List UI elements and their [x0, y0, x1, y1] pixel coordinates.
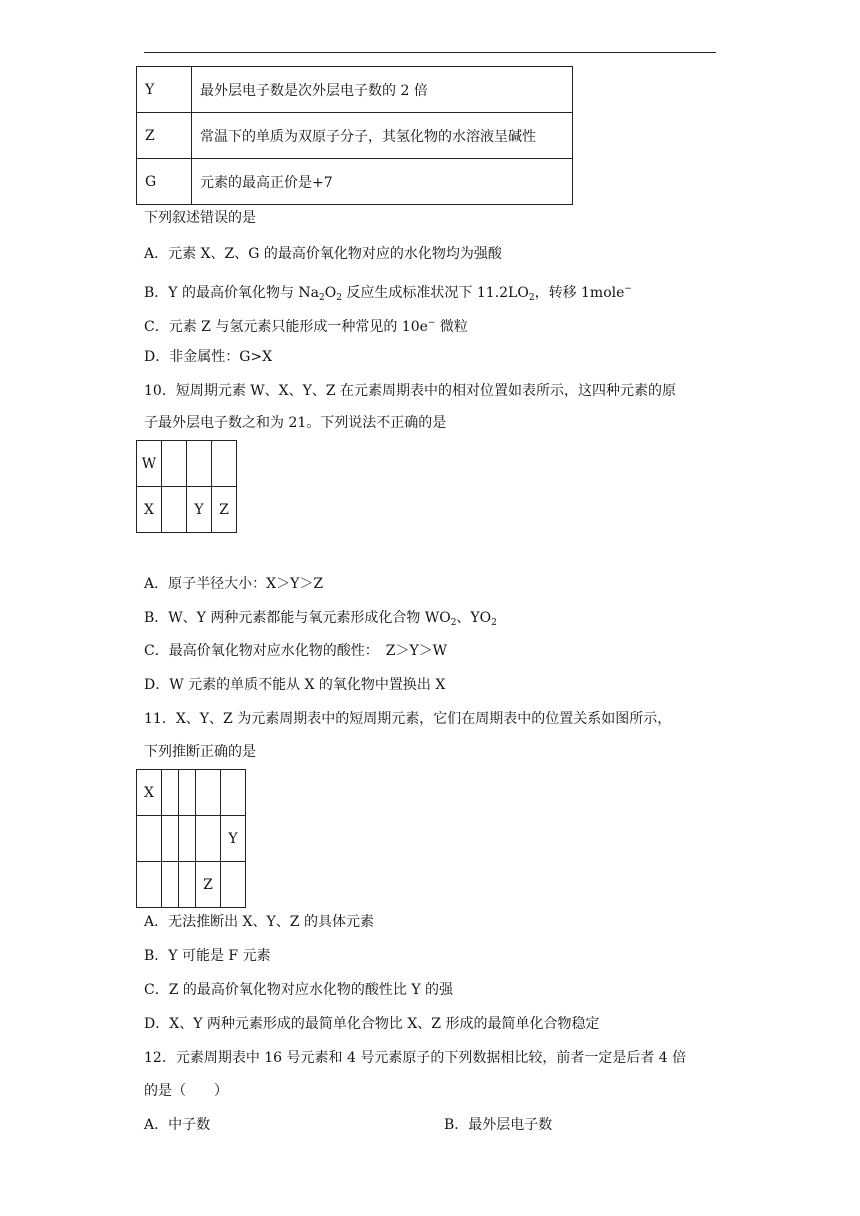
q10-stem-line1: 10．短周期元素 W、X、Y、Z 在元素周期表中的相对位置如表所示，这四种元素的原 — [144, 383, 677, 399]
grid-cell: Y — [221, 816, 246, 862]
q10-option-a: A．原子半径大小：X＞Y＞Z — [144, 576, 324, 592]
table-cell-key: Z — [137, 113, 192, 159]
grid-cell — [137, 816, 162, 862]
q10-option-b: B．W、Y 两种元素都能与氧元素形成化合物 $WO_2$、$YO_2$ — [144, 610, 497, 628]
grid-cell — [162, 487, 187, 533]
grid-cell — [187, 441, 212, 487]
grid-row — [137, 862, 246, 908]
grid-cell — [196, 770, 221, 816]
table-cell-value: 最外层电子数是次外层电子数的 2 倍 — [192, 67, 573, 113]
q12-stem-line1: 12．元素周期表中 16 号元素和 4 号元素原子的下列数据相比较，前者一定是后者 4 倍 — [144, 1050, 687, 1066]
q11-option-d: D．X、Y 两种元素形成的最简单化合物比 X、Z 形成的最简单化合物稳定 — [144, 1016, 600, 1032]
q11-stem-line1: 11．X、Y、Z 为元素周期表中的短周期元素，它们在周期表中的位置关系如图所示， — [144, 711, 672, 727]
q9-option-b: B．Y 的最高价氧化物与 $Na_2O_2$ 反应生成标准状况下 $11.2LO_2$，转移 1mole− — [144, 284, 632, 303]
grid-cell: Z — [212, 487, 237, 533]
grid-cell — [196, 816, 221, 862]
grid-cell — [162, 770, 179, 816]
table-row — [137, 67, 573, 113]
element-info-table — [136, 66, 573, 205]
grid-cell — [179, 862, 196, 908]
grid-cell: Z — [196, 862, 221, 908]
q10-periodic-grid — [136, 440, 237, 533]
q12-stem-line2: 的是（ ） — [144, 1083, 228, 1099]
grid-row — [137, 770, 246, 816]
q11-stem-line2: 下列推断正确的是 — [144, 744, 256, 760]
grid-cell: X — [137, 770, 162, 816]
table-cell-key: G — [137, 159, 192, 205]
header-rule — [144, 52, 716, 53]
table-row — [137, 159, 573, 205]
grid-cell — [221, 862, 246, 908]
q10-option-d: D．W 元素的单质不能从 X 的氧化物中置换出 X — [144, 677, 446, 693]
q12-option-a: A．中子数 — [144, 1117, 211, 1133]
q9-option-c: C．元素 Z 与氢元素只能形成一种常见的 10e− 微粒 — [144, 318, 468, 335]
grid-cell: X — [137, 487, 162, 533]
grid-cell — [221, 770, 246, 816]
grid-cell: W — [137, 441, 162, 487]
q10-option-c: C．最高价氧化物对应水化物的酸性： Z＞Y＞W — [144, 643, 448, 659]
grid-cell — [162, 441, 187, 487]
grid-cell — [179, 816, 196, 862]
table-cell-key: Y — [137, 67, 192, 113]
grid-row — [137, 816, 246, 862]
table-cell-value: 元素的最高正价是+7 — [192, 159, 573, 205]
table-cell-value: 常温下的单质为双原子分子，其氢化物的水溶液呈碱性 — [192, 113, 573, 159]
grid-cell — [137, 862, 162, 908]
table-row — [137, 113, 573, 159]
q11-option-b: B．Y 可能是 F 元素 — [144, 948, 271, 964]
q9-stem: 下列叙述错误的是 — [144, 210, 256, 226]
q11-periodic-grid — [136, 769, 246, 908]
q12-option-b: B．最外层电子数 — [444, 1117, 553, 1133]
grid-cell — [162, 816, 179, 862]
q10-stem-line2: 子最外层电子数之和为 21。下列说法不正确的是 — [144, 415, 447, 431]
grid-cell — [212, 441, 237, 487]
grid-row — [137, 487, 237, 533]
grid-row — [137, 441, 237, 487]
q9-option-a: A．元素 X、Z、G 的最高价氧化物对应的水化物均为强酸 — [144, 246, 502, 262]
q11-option-c: C．Z 的最高价氧化物对应水化物的酸性比 Y 的强 — [144, 982, 454, 998]
grid-cell — [179, 770, 196, 816]
grid-cell: Y — [187, 487, 212, 533]
q11-option-a: A．无法推断出 X、Y、Z 的具体元素 — [144, 914, 374, 930]
q9-option-d: D．非金属性：G>X — [144, 349, 273, 365]
grid-cell — [162, 862, 179, 908]
